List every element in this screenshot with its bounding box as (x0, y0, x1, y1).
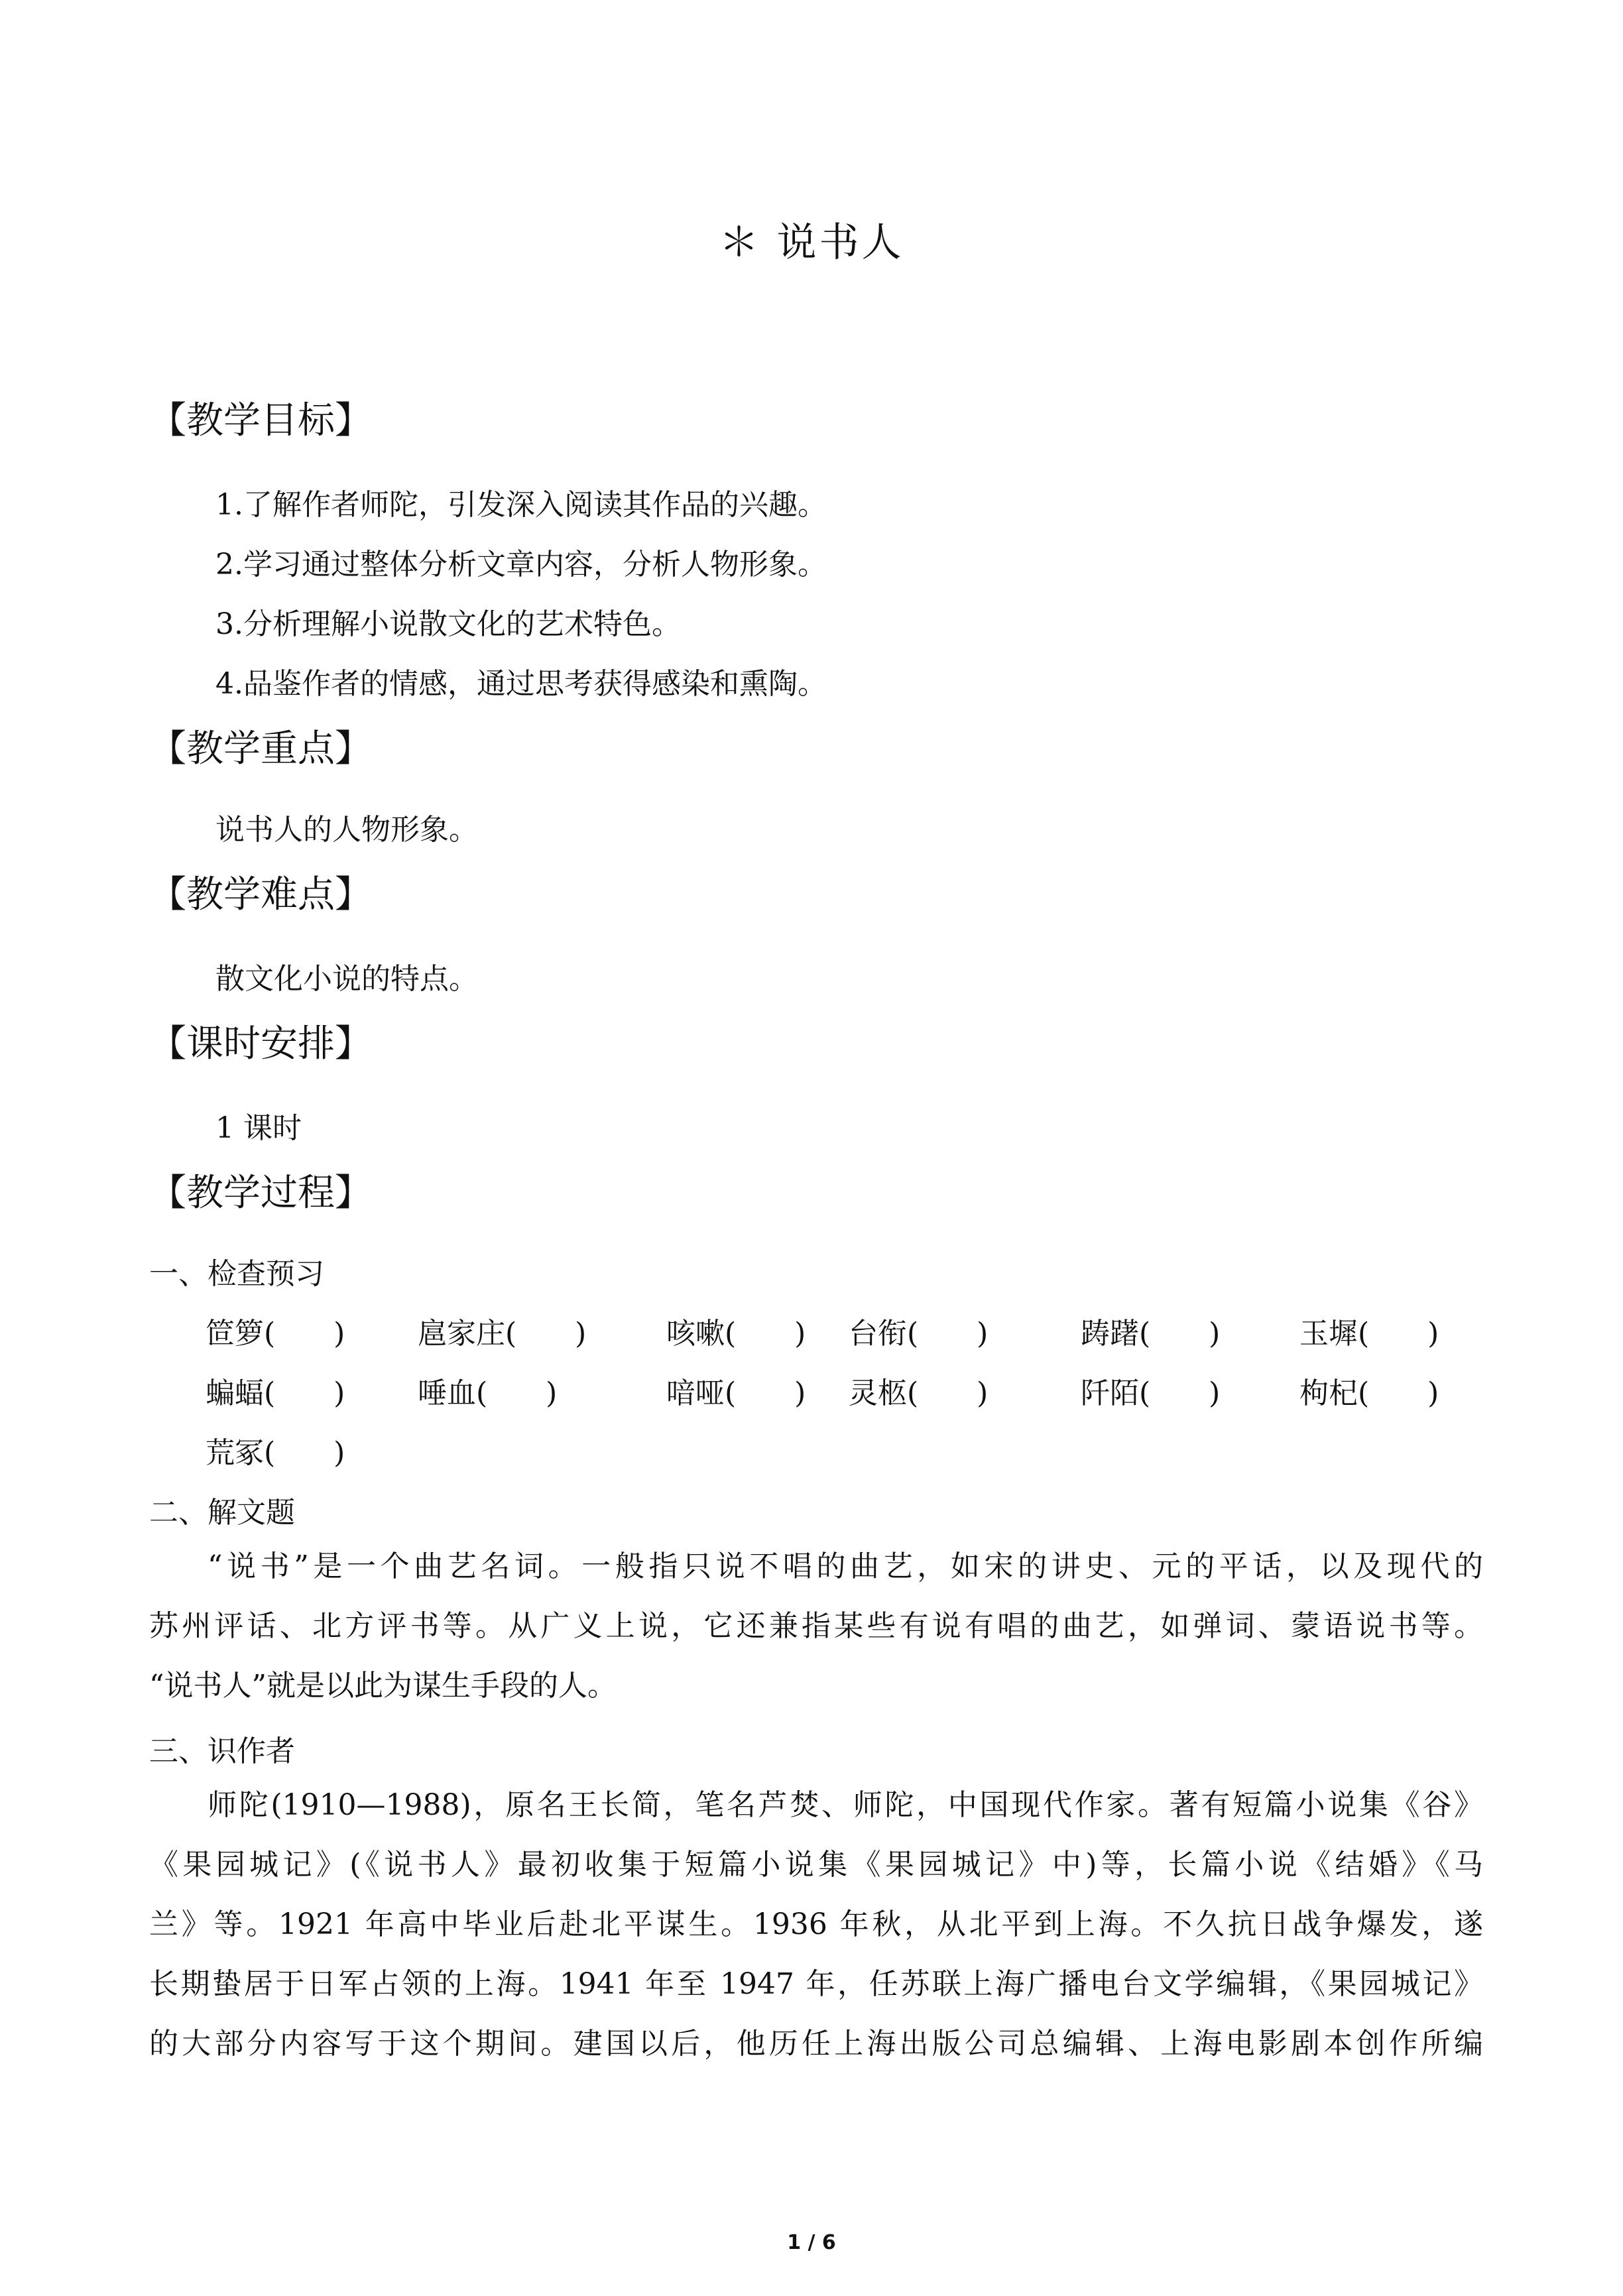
page-number: 1 / 6 (787, 2231, 836, 2254)
vocab-item: 踌躇( ) (1081, 1317, 1221, 1351)
author-line: 的大部分内容写于这个期间。建国以后，他历任上海出版公司总编辑、上海电影剧本创作所编 (149, 2027, 1483, 2061)
objective-item: 2.学习通过整体分析文章内容，分析人物形象。 (215, 548, 827, 581)
vocab-item: 荒冢( ) (206, 1436, 345, 1470)
process-heading: 【教学过程】 (149, 1172, 372, 1215)
vocab-item: 笸箩( ) (206, 1317, 345, 1351)
objective-item: 4.品鉴作者的情感，通过思考获得感染和熏陶。 (215, 667, 827, 701)
vocab-item: 蝙蝠( ) (206, 1376, 345, 1410)
difficulties-text: 散文化小说的特点。 (215, 962, 478, 996)
page-title: ＊ 说书人 (719, 219, 904, 266)
objective-item: 3.分析理解小说散文化的艺术特色。 (215, 607, 681, 641)
vocab-item: 咳嗽( ) (666, 1317, 806, 1351)
vocab-item: 喑哑( ) (666, 1376, 806, 1410)
author-line: 《果园城记》(《说书人》最初收集于短篇小说集《果园城记》中)等，长篇小说《结婚》《马 (149, 1848, 1483, 1882)
vocab-item: 灵柩( ) (849, 1376, 989, 1410)
author-line: 兰》等。1921 年高中毕业后赴北平谋生。1936 年秋，从北平到上海。不久抗日战争爆发，遂 (149, 1907, 1483, 1941)
title-explain-line: “说书人”就是以此为谋生手段的人。 (149, 1669, 617, 1703)
vocab-item: 扈家庄( ) (418, 1317, 587, 1351)
title-explain-line: “说书”是一个曲艺名词。一般指只说不唱的曲艺，如宋的讲史、元的平话，以及现代的 (208, 1549, 1483, 1583)
author-heading: 三、识作者 (149, 1734, 295, 1768)
schedule-heading: 【课时安排】 (149, 1022, 372, 1065)
difficulties-heading: 【教学难点】 (149, 873, 372, 916)
author-line: 长期蛰居于日军占领的上海。1941 年至 1947 年，任苏联上海广播电台文学编辑，《果园城记》 (149, 1967, 1483, 2001)
vocab-item: 玉墀( ) (1299, 1317, 1439, 1351)
title-explain-heading: 二、解文题 (149, 1496, 295, 1530)
vocab-item: 唾血( ) (418, 1376, 558, 1410)
vocab-item: 枸杞( ) (1299, 1376, 1439, 1410)
title-explain-line: 苏州评话、北方评书等。从广义上说，它还兼指某些有说有唱的曲艺，如弹词、蒙语说书等。 (149, 1609, 1483, 1643)
key-points-heading: 【教学重点】 (149, 727, 372, 770)
preview-heading: 一、检查预习 (149, 1257, 324, 1291)
schedule-text: 1 课时 (215, 1111, 302, 1145)
vocab-item: 台衔( ) (849, 1317, 989, 1351)
author-line: 师陀(1910—1988)，原名王长简，笔名芦焚、师陀，中国现代作家。著有短篇小说集《谷》 (208, 1788, 1483, 1822)
vocab-item: 阡陌( ) (1081, 1376, 1221, 1410)
objective-item: 1.了解作者师陀，引发深入阅读其作品的兴趣。 (215, 488, 827, 522)
objectives-heading: 【教学目标】 (149, 399, 372, 442)
key-points-text: 说书人的人物形象。 (215, 813, 478, 847)
